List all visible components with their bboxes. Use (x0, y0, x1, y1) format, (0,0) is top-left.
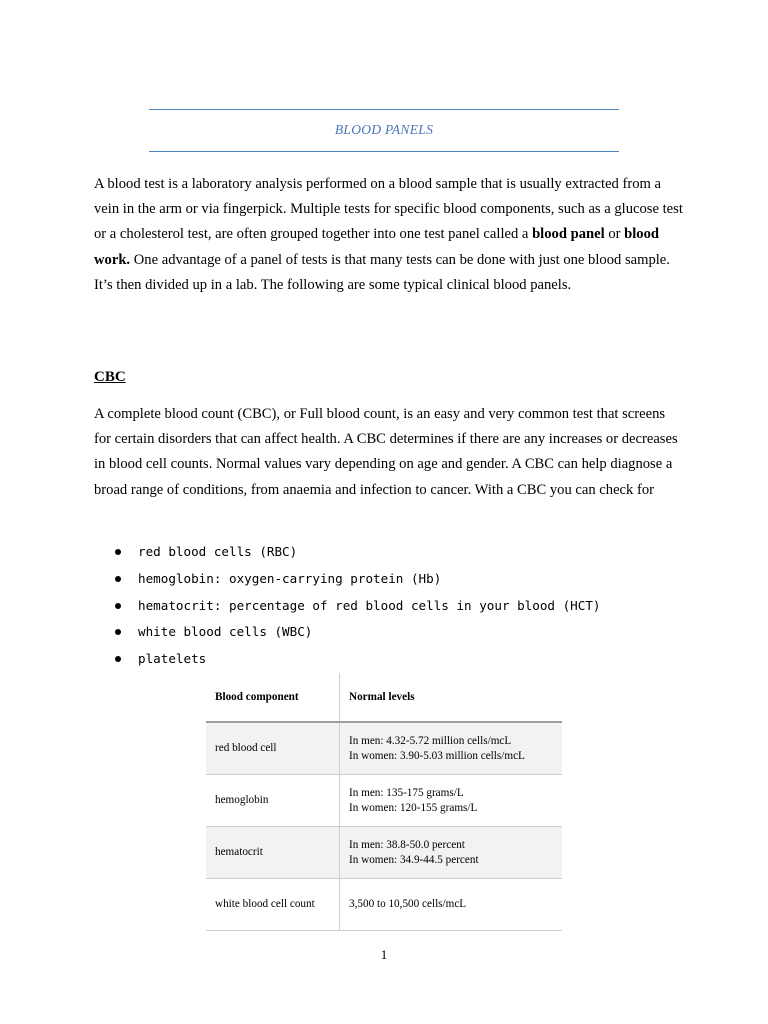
table-row (206, 827, 562, 879)
document-title: BLOOD PANELS (334, 122, 434, 137)
title-bottom-rule (149, 151, 619, 152)
header-normal-levels: Normal levels (340, 673, 563, 722)
page-number: 1 (380, 947, 388, 962)
component-cell: hematocrit (206, 827, 340, 879)
levels-line: In women: 3.90-5.03 million cells/mcL (349, 749, 525, 762)
levels-cell (340, 775, 563, 827)
levels-cell (340, 879, 563, 931)
list-item-text: hemoglobin: oxygen-carrying protein (Hb) (138, 570, 442, 586)
title-top-rule (149, 109, 619, 110)
intro-text-part1: A blood test is a laboratory analysis performed on a blood sample that is usually extracted from a vein in the arm or via fingerpick. Multiple tests for specific blood components, such as a glucose test or a cholesterol test, are often grouped together into one test panel called a (94, 176, 683, 243)
bullet-icon (115, 549, 121, 555)
bullet-icon (115, 629, 121, 635)
list-item (94, 539, 601, 566)
cbc-bullet-list (94, 539, 601, 673)
intro-text-or: or (608, 226, 621, 243)
table-header-row (206, 673, 562, 722)
list-item (94, 593, 601, 620)
list-item-text: red blood cells (RBC) (138, 544, 298, 559)
cbc-heading: CBC (94, 369, 126, 385)
levels-line: In men: 38.8-50.0 percent (349, 839, 465, 851)
list-item-text: white blood cells (WBC) (138, 624, 313, 640)
cbc-paragraph: A complete blood count (CBC), or Full blood count, is an easy and very common test that screens for certain disorders that can affect health. A CBC determines if there are any increases or decreases in blood cell counts. Normal values vary depending on age and gender. A CBC can help diagnose a broad range of conditions, from anaemia and infection to cancer. With a CBC you can check for (94, 406, 678, 498)
levels-line: 3,500 to 10,500 cells/mcL (349, 898, 467, 911)
bullet-icon (115, 576, 121, 582)
list-item (94, 566, 601, 593)
list-item-text: hematocrit: percentage of red blood cells in your blood (HCT) (138, 597, 601, 613)
table-row (206, 879, 562, 931)
component-cell: white blood cell count (206, 879, 340, 931)
list-item (94, 619, 601, 646)
levels-line: In men: 135-175 grams/L (349, 787, 464, 799)
intro-text-part2: One advantage of a panel of tests is that many tests can be done with just one blood sample. It’s then divided up in a lab. The following are some typical clinical blood panels. (94, 251, 670, 293)
intro-paragraph (94, 172, 684, 298)
component-cell: hemoglobin (206, 775, 340, 827)
list-item-text: platelets (138, 651, 207, 667)
levels-line: In women: 120-155 grams/L (349, 801, 478, 814)
header-blood-component: Blood component (206, 673, 340, 722)
component-cell: red blood cell (206, 722, 340, 775)
intro-bold-blood-panel: blood panel (532, 226, 605, 243)
levels-line: In men: 4.32-5.72 million cells/mcL (349, 735, 512, 747)
intro-bold-blood-work: blood work. (94, 226, 660, 268)
table-row (206, 775, 562, 827)
levels-cell (340, 722, 563, 775)
bullet-icon (115, 656, 121, 662)
list-item (94, 646, 601, 673)
levels-cell (340, 827, 563, 879)
normal-levels-table (206, 673, 562, 931)
bullet-icon (115, 603, 121, 609)
levels-line: In women: 34.9-44.5 percent (349, 853, 479, 866)
table-row (206, 722, 562, 775)
